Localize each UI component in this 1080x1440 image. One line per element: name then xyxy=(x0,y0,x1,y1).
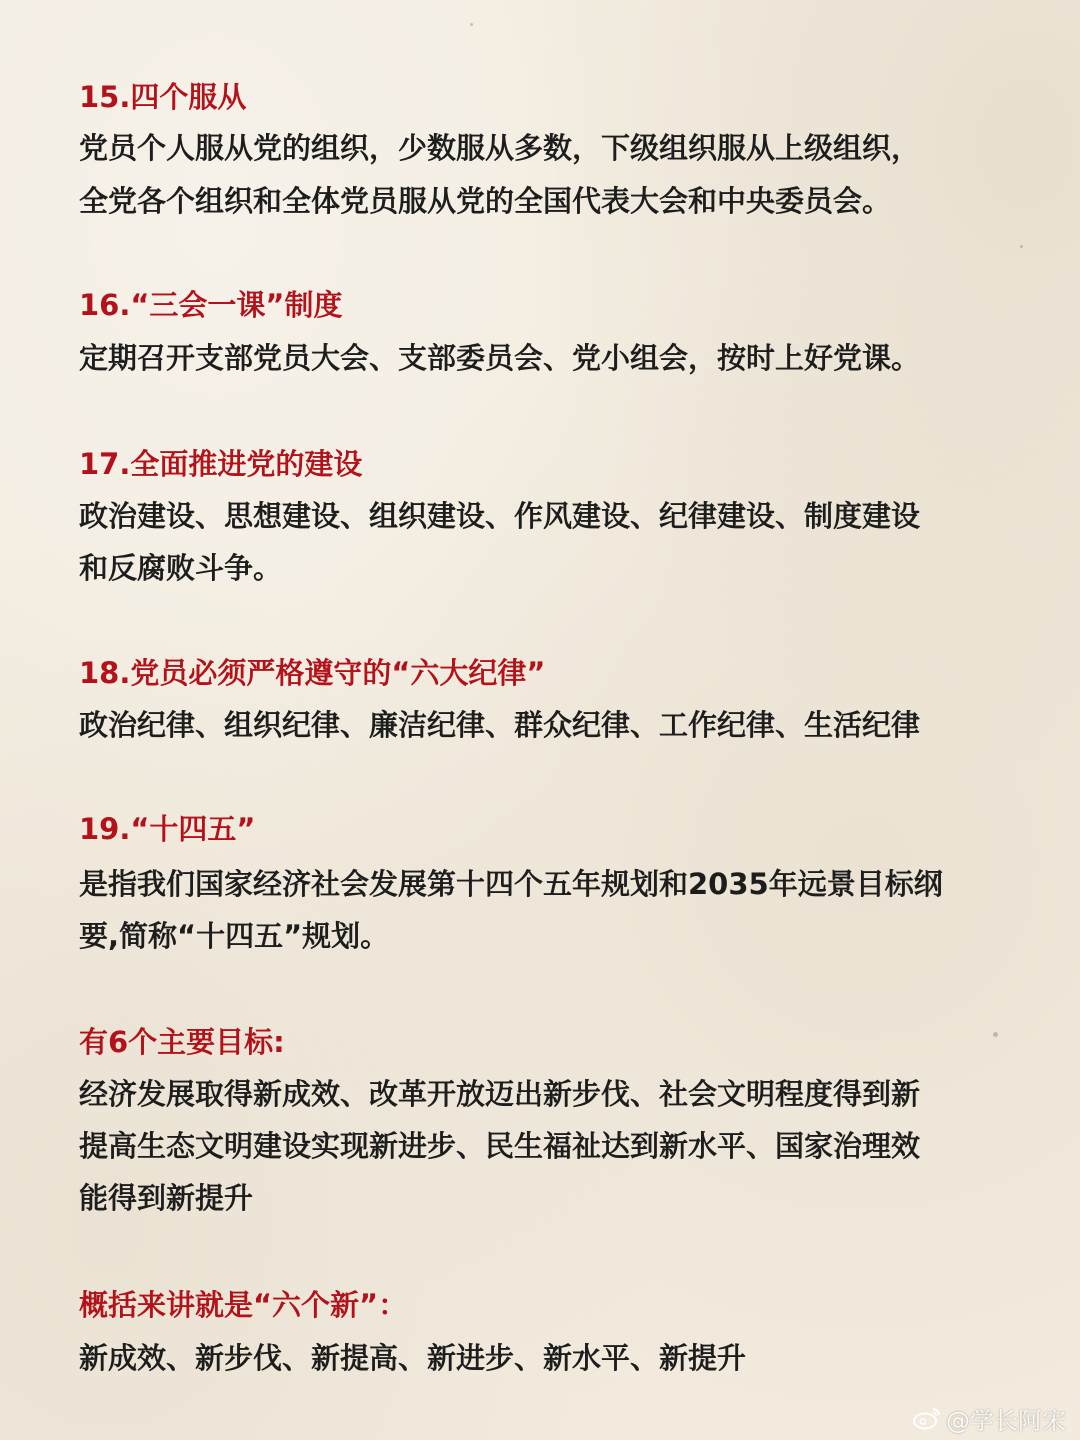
section-heading: 19.“十四五” xyxy=(79,812,256,846)
section-text-line: 新成效、新步伐、新提高、新进步、新水平、新提升 xyxy=(79,1341,747,1375)
section-heading: 15.四个服从 xyxy=(79,80,247,114)
section-text-line: 政治建设、思想建设、组织建设、作风建设、纪律建设、制度建设 xyxy=(79,499,921,533)
weibo-icon xyxy=(912,1406,942,1430)
section-heading: 概括来讲就是“六个新”： xyxy=(79,1288,408,1322)
section-text-line: 政治纪律、组织纪律、廉洁纪律、群众纪律、工作纪律、生活纪律 xyxy=(79,708,921,742)
paper-speck xyxy=(470,23,473,26)
watermark-text: @学长阿宋 xyxy=(946,1406,1066,1435)
section-text-line: 定期召开支部党员大会、支部委员会、党小组会，按时上好党课。 xyxy=(79,341,921,375)
section-text-line: 要,简称“十四五”规划。 xyxy=(79,919,390,953)
section-heading: 16.“三会一课”制度 xyxy=(79,288,343,322)
section-text-line: 是指我们国家经济社会发展第十四个五年规划和2035年远景目标纲 xyxy=(79,867,943,901)
section-heading: 18.党员必须严格遵守的“六大纪律” xyxy=(79,656,546,690)
section-heading: 17.全面推进党的建设 xyxy=(79,447,363,481)
section-text-line: 提高生态文明建设实现新进步、民生福祉达到新水平、国家治理效 xyxy=(79,1129,921,1163)
weibo-watermark xyxy=(912,1400,1066,1436)
paper-speck xyxy=(993,1032,998,1037)
section-heading: 有6个主要目标: xyxy=(79,1025,285,1059)
section-text-line: 党员个人服从党的组织，少数服从多数，下级组织服从上级组织， xyxy=(79,131,921,165)
section-text-line: 经济发展取得新成效、改革开放迈出新步伐、社会文明程度得到新 xyxy=(79,1077,921,1111)
paper-speck xyxy=(1020,245,1023,248)
section-text-line: 和反腐败斗争。 xyxy=(79,551,283,585)
section-text-line: 全党各个组织和全体党员服从党的全国代表大会和中央委员会。 xyxy=(79,184,892,218)
section-text-line: 能得到新提升 xyxy=(79,1181,254,1215)
